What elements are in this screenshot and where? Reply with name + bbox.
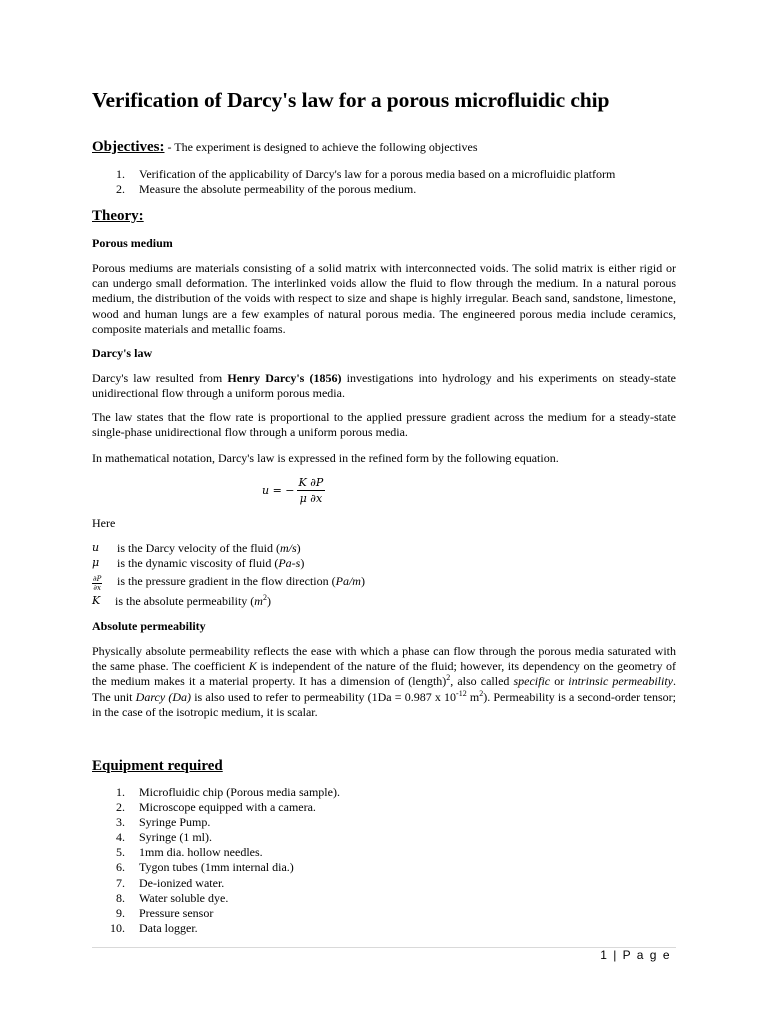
list-item: 2. Microscope equipped with a camera.: [116, 800, 316, 815]
porous-medium-heading: Porous medium: [92, 236, 173, 250]
page-number: 1 | P a g e: [600, 948, 671, 962]
theory-heading: Theory:: [92, 208, 144, 224]
list-item: 8. Water soluble dye.: [116, 890, 229, 905]
objectives-list: [92, 167, 615, 197]
list-item: 1. Microfluidic chip (Porous media sample).: [116, 785, 340, 799]
list-item: 2. Measure the absolute permeability of the porous medium.: [116, 182, 417, 197]
henry-darcy-bold: Henry Darcy's (1856): [227, 371, 342, 385]
footer-divider: [92, 947, 676, 948]
porous-medium-text: Porous mediums are materials consisting of a solid matrix with interconnected voids. The solid matrix is either rigid or can undergo small deformation. The interlinked voids allow the fluid to flow through the medium. In a natural porous medium, the distribution of the voids with respect to size and shape is highly irregular. Beach sand, sandstone, limestone, wood and human lungs are a few examples of natural porous media. The engineered porous media include ceramics, composite materials and metallic foams.: [92, 261, 676, 336]
list-item: 5. 1mm dia. hollow needles.: [116, 845, 263, 860]
list-item: 6. Tygon tubes (1mm internal dia.): [116, 860, 294, 875]
absolute-permeability-heading: Absolute permeability: [92, 619, 206, 633]
list-item: 10. Data logger.: [110, 920, 198, 935]
equation-lhs: u = −: [262, 484, 295, 497]
list-item: 7. De-ionized water.: [116, 875, 225, 890]
objectives-intro: - The experiment is designed to achieve the following objectives: [164, 140, 478, 154]
darcy-paragraph-1: Darcy's law resulted from Henry Darcy's (1856) investigations into hydrology and his experiments on steady-state unidirectional flow through a uniform porous media.: [92, 371, 676, 401]
darcys-law-heading: Darcy's law: [92, 346, 153, 360]
absolute-permeability-text: Physically absolute permeability reflects the ease with which a phase can flow through the porous media saturated with the same phase. The coefficient K is independent of the nature of the fluid; however, its dependency on the geometry of the medium makes it a material property. It has a dimension of (length)$^2$, also called specific or intrinsic permeability. The unit Darcy (Da) is also used to refer to permeability (1Da = 0.987 x $10^{-12}$ $m^2$). Permeability is a second-order tensor; in the case of the isotropic medium, it is scalar.: [92, 644, 676, 719]
darcy-paragraph-2: The law states that the flow rate is proportional to the applied pressure gradient across the medium for a steady-state single-phase unidirectional flow through a uniform porous media.: [92, 410, 676, 440]
symbol-u: u: [92, 541, 100, 554]
darcy-equation: [262, 476, 325, 505]
equation-fraction: [297, 476, 326, 505]
equipment-list: [92, 785, 340, 936]
objectives-heading: Objectives:: [92, 139, 165, 155]
symbol-k-desc: is the absolute permeability $(m^2)$: [115, 593, 271, 608]
symbol-k: K: [92, 594, 101, 607]
list-item: 3. Syringe Pump.: [116, 815, 211, 830]
objectives-line: [92, 140, 676, 155]
here-label: Here: [92, 516, 116, 530]
symbol-dpdx-desc: is the pressure gradient in the flow direction (Pa/m): [117, 574, 365, 588]
symbol-mu: μ: [92, 556, 100, 569]
list-item: 9. Pressure sensor: [116, 905, 214, 920]
symbol-dpdx: $\frac{\partial P}{\partial x}$: [93, 575, 102, 592]
document-title: Verification of Darcy's law for a porous microfluidic chip: [92, 88, 610, 112]
symbol-u-desc: is the Darcy velocity of the fluid (m/s): [117, 541, 301, 555]
equation-numerator: K ∂P: [298, 476, 324, 489]
equation-denominator: μ ∂x: [299, 492, 323, 505]
symbol-mu-desc: is the dynamic viscosity of fluid (Pa-s): [117, 556, 305, 570]
list-item: 1. Verification of the applicability of Darcy's law for a porous media based on a microfluidic platform: [116, 167, 616, 181]
equipment-heading: Equipment required: [92, 758, 223, 774]
list-item: 4. Syringe (1 ml).: [116, 830, 212, 845]
darcy-paragraph-3: In mathematical notation, Darcy's law is expressed in the refined form by the following equation.: [92, 451, 559, 465]
